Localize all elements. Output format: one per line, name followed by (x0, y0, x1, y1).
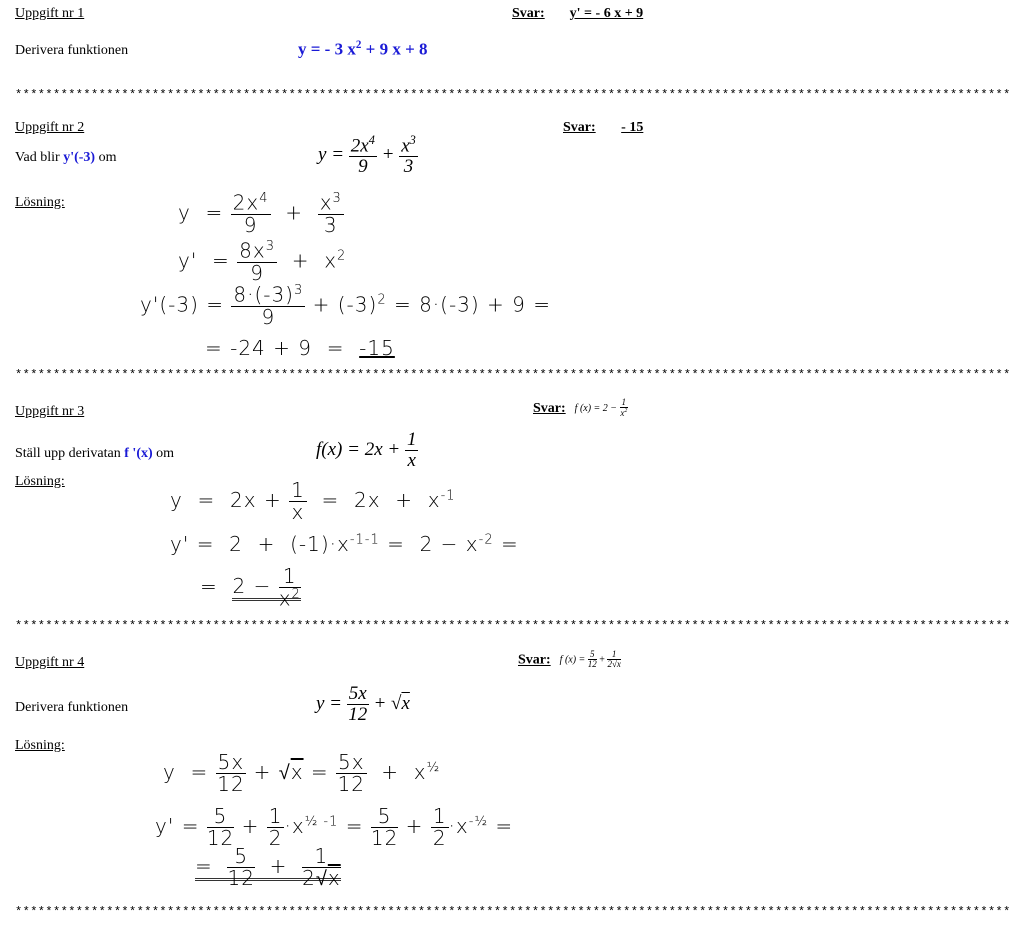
task3-question-highlight: f '(x) (124, 446, 153, 461)
task2-question-highlight: y'(-3) (63, 150, 96, 165)
task2-answer-label: Svar: (563, 120, 596, 135)
task2-answer-value: - 15 (621, 120, 644, 135)
task3-question-pre: Ställ upp derivatan (15, 446, 125, 461)
task1-answer (512, 6, 643, 22)
task3-solution-label: Lösning: (15, 474, 65, 489)
separator-2: *********************************************************************************************************************************** (15, 368, 1011, 382)
task4-solution-line-1: y = $\frac{5x}{12}$ + √x = $\frac{5x}{12}$ + $x^{\frac{1}{2}}$ (163, 750, 441, 796)
task2-solution-line-2: y' = $\frac{8x^3}{9}$ + $x^2$ (178, 238, 347, 285)
task2-question (15, 150, 117, 166)
task3-solution-line-1: y = 2x + $\frac{1}{x}$ = $2x + x^{-1}$ (170, 478, 456, 524)
task1-function (298, 39, 428, 60)
task4-answer: Svar: f (x) = $\frac{5}{12}$ + $\frac{1}{2√x}$ (518, 649, 621, 670)
task1-instruction: Derivera funktionen (15, 43, 129, 58)
task2-title: Uppgift nr 2 (15, 120, 85, 135)
task3-solution-line-2: $y' = 2 + (-1)\cdot x^{-1-1} = 2 - x^{-2}$ = (170, 532, 519, 556)
task1-answer-value: y' = - 6 x + 9 (569, 6, 644, 21)
task2-question-pre: Vad blir (15, 150, 64, 165)
task4-solution-line-2: y' = $\frac{5}{12}$ + $\frac{1}{2}$ $\cdot x^{\frac{1}{2} -1}$ = $\frac{5}{12}$ + $\frac{1}{2}$ $\cdot x^{-\frac{1}{2}}$ = (155, 804, 514, 850)
task2-solution-line-1: y = $\frac{2x^4}{9}$ + $\frac{x^3}{3}$ (178, 190, 342, 237)
task4-solution-label: Lösning: (15, 738, 65, 753)
separator-4: *********************************************************************************************************************************** (15, 905, 1011, 919)
task1-function-main: y = - 3 x (298, 39, 356, 59)
task2-question-post: om (95, 150, 117, 165)
task3-answer: Svar: f (x) = 2 − $\frac{1}{x^2}$ (533, 397, 628, 419)
separator-1: *********************************************************************************************************************************** (15, 88, 1011, 102)
task4-title: Uppgift nr 4 (15, 655, 85, 670)
task3-question (15, 446, 174, 462)
task2-function: y = $\frac{2x^4}{9}$ + $\frac{x^3}{3}$ (318, 133, 416, 178)
task4-function: y = $\frac{5x}{12}$ + √x (316, 683, 410, 725)
task1-title: Uppgift nr 1 (15, 6, 85, 21)
task4-instruction: Derivera funktionen (15, 700, 129, 715)
task1-function-exp: 2 (355, 39, 362, 51)
task3-function: f(x) = 2x + $\frac{1}{x}$ (316, 429, 417, 471)
task1-answer-label: Svar: (512, 6, 545, 21)
task3-question-post: om (152, 446, 175, 461)
task2-solution-label: Lösning: (15, 195, 65, 210)
task1-function-tail: + 9 x + 8 (361, 39, 428, 59)
task4-solution-line-3: = $\frac{5}{12}$ + $\frac{1}{2√x}$ (195, 844, 341, 890)
task2-solution-line-4: = -24 + 9 = -15 (205, 336, 395, 360)
task2-solution-line-3: y'(-3) = $\frac{8\cdot(-3)^3}{9}$ + $(-3)^2 = 8\cdot(-3) + 9$ = (140, 282, 552, 329)
task3-solution-line-3: = 2 − $\frac{1}{x^2}$ (200, 564, 301, 611)
separator-3: *********************************************************************************************************************************** (15, 619, 1011, 633)
task2-answer (563, 120, 643, 136)
task3-title: Uppgift nr 3 (15, 404, 85, 419)
task4-answer-label: Svar: (518, 652, 551, 668)
task3-answer-label: Svar: (533, 401, 566, 417)
